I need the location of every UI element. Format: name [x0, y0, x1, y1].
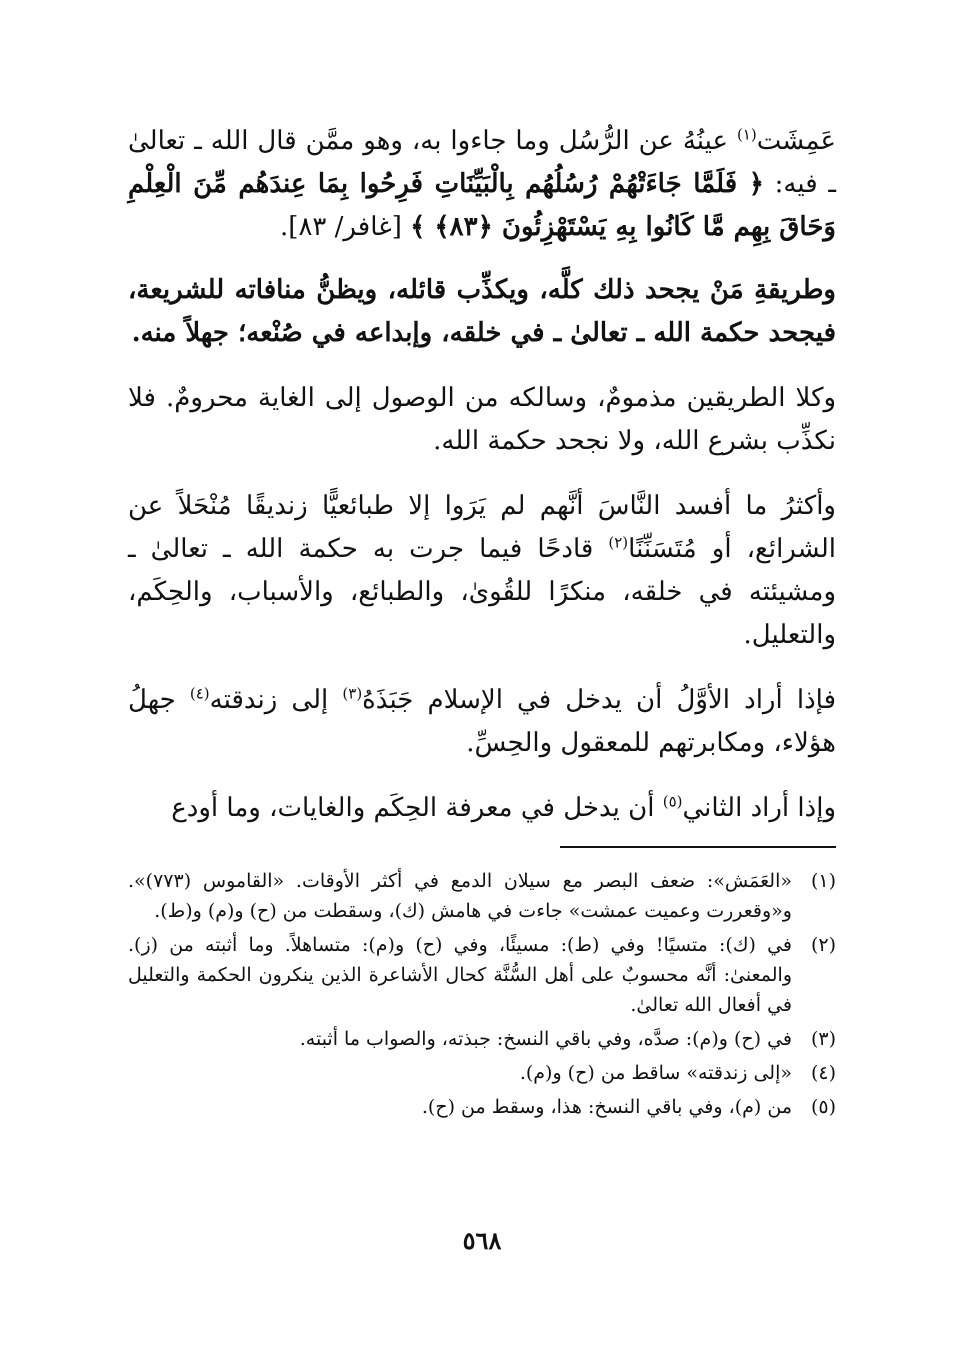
footnote-number: (١)	[810, 870, 836, 892]
paragraph-5	[128, 679, 836, 765]
footnote-number: (٥)	[810, 1096, 836, 1118]
footnote-item	[128, 1092, 836, 1122]
footnote-item	[128, 1058, 836, 1088]
footnote-item	[128, 866, 836, 926]
paragraph-6-end: أن يدخل في معرفة الحِكَم والغايات، وما أودع	[171, 793, 663, 823]
main-text	[128, 120, 836, 852]
footnote-ref-1: (١)	[736, 125, 757, 144]
footnote-ref-4: (٤)	[189, 684, 210, 703]
footnote-text: في (ح) و(م): صدَّه، وفي باقي النسخ: جبذته، والصواب ما أثبته.	[299, 1028, 792, 1050]
footnote-number: (٤)	[810, 1062, 836, 1084]
paragraph-4	[128, 485, 836, 657]
quran-verse: ﴿ فَلَمَّا جَاءَتْهُمْ رُسُلُهُم بِالْبَيِّنَاتِ فَرِحُوا بِمَا عِندَهُم مِّنَ الْعِلْمِ وَحَاقَ بِهِم مَّا كَانُوا بِهِ يَسْتَهْزِئُونَ ﴿٨٣﴾ ﴾	[128, 169, 836, 242]
paragraph-2: وطريقةِ مَنْ يجحد ذلك كلَّه، ويكذِّب قائله، ويظنُّ منافاته للشريعة، فيجحد حكمة الله ـ تعالىٰ ـ في خلقه، وإبداعه في صُنْعه؛ جهلاً منه.	[128, 275, 836, 348]
footnote-ref-2: (٢)	[608, 533, 629, 552]
paragraph-5-end: جهلُ هؤلاء، ومكابرتهم للمعقول والحِسِّ.	[128, 685, 836, 758]
paragraph-1-body: عينُهُ عن الرُّسُل وما جاءوا به، وهو ممَّن قال الله ـ تعالىٰ ـ فيه:	[128, 126, 836, 199]
page-number: ٥٦٨	[462, 1226, 502, 1255]
paragraph-5-start: فإذا أراد الأوَّلُ أن يدخل في الإسلام جَبَذَهُ	[362, 685, 836, 715]
footnote-separator	[560, 846, 836, 848]
footnote-text: «العَمَش»: ضعف البصر مع سيلان الدمع في أكثر الأوقات. «القاموس (٧٧٣)». و«وقعررت وعميت عمشت» جاءت في هامش (ك)، وسقطت من (ح) و(م) و(ط).	[128, 870, 792, 922]
paragraph-1	[128, 120, 836, 249]
footnotes	[128, 866, 836, 1126]
footnote-item	[128, 1024, 836, 1054]
paragraph-6-start: وإذا أراد الثاني	[682, 793, 836, 823]
paragraph-6	[128, 787, 836, 830]
footnote-text: «إلى زندقته» ساقط من (ح) و(م).	[519, 1062, 792, 1084]
footnote-number: (٣)	[810, 1028, 836, 1050]
paragraph-5-middle: إلى زندقته	[209, 685, 343, 715]
footnote-number: (٢)	[810, 934, 836, 956]
verse-reference: [غافر/ ٨٣].	[280, 212, 411, 242]
footnote-ref-3: (٣)	[342, 684, 363, 703]
paragraph-4-start: وأكثرُ ما أفسد النَّاسَ أنَّهم لم يَرَوا إلا طبائعيًّا زنديقًا مُنْحَلاً عن الشرائع، أو مُتَسَنِّنًا	[128, 491, 836, 564]
footnote-text: من (م)، وفي باقي النسخ: هذا، وسقط من (ح).	[421, 1096, 792, 1118]
footnote-text: في (ك): متسيًا! وفي (ط): مسيئًا، وفي (ح) و(م): متساهلاً. وما أثبته من (ز). والمعنىٰ: أنَّه محسوبٌ على أهل السُّنَّة كحال الأشاعرة الذين ينكرون الحكمة والتعليل في أفعال الله تعالىٰ.	[128, 934, 792, 1016]
paragraph-4-end: قادحًا فيما جرت به حكمة الله ـ تعالىٰ ـ ومشيئته في خلقه، منكرًا للقُوىٰ، والطبائع، والأسباب، والحِكَم، والتعليل.	[128, 534, 836, 650]
footnote-ref-5: (٥)	[662, 792, 683, 811]
footnote-item	[128, 930, 836, 1020]
paragraph-1-start: عَمِشَت	[756, 126, 836, 156]
paragraph-3: وكلا الطريقين مذمومٌ، وسالكه من الوصول إلى الغاية محرومٌ. فلا نكذِّب بشرع الله، ولا نجحد حكمة الله.	[128, 383, 836, 456]
